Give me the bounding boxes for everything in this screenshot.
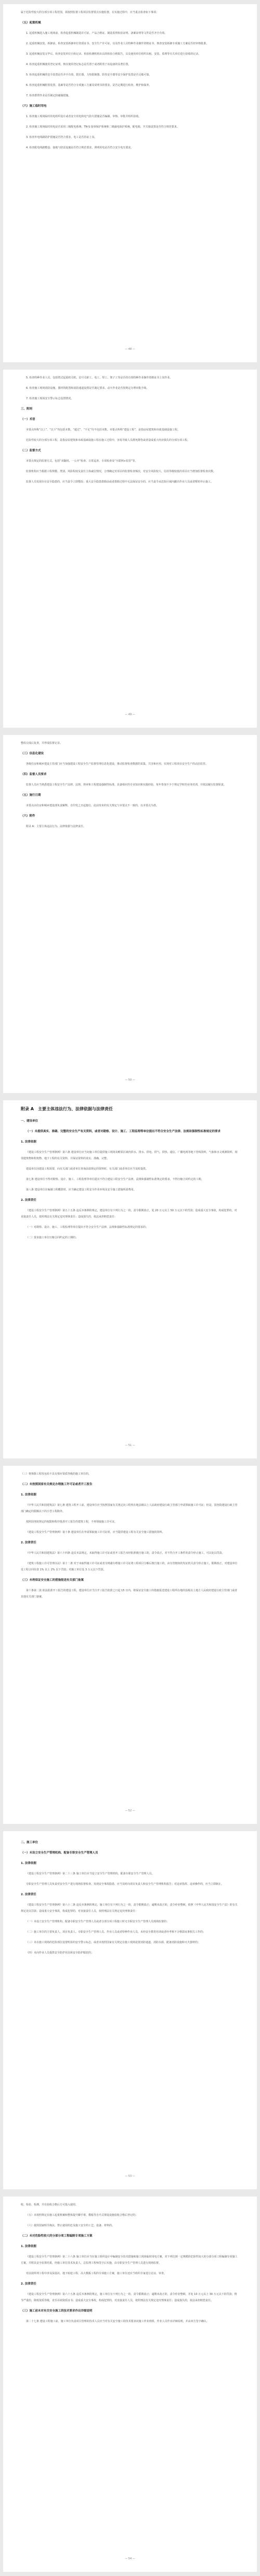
appendix-title: 附录 A 主要主体违法行为、法律依据与法律责任 bbox=[21, 1107, 113, 1111]
paragraph: 5. 检查特种作业人员，包括塔式起重机司机、信号司索工、电工、焊工、架子工等是否持有效特种作业操作资格证书上岗作业。 bbox=[26, 376, 173, 379]
document-page bbox=[3, 1466, 257, 1824]
section-heading: 2. 法律责任 bbox=[21, 1893, 36, 1896]
paragraph: 第二十七条 建设工程施工前，施工单位负责项目管理的技术人员应当对有关安全施工的技术要求向施工作业班组、作业人员作出详细说明，并由双方签字确认。 bbox=[26, 2320, 209, 2323]
page-number: — 53 — bbox=[125, 2175, 135, 2178]
paragraph: （五）未按照规定在施工起重机械和整体提升脚手架、模板等自升式架设设施验收合格后登记的； bbox=[26, 2214, 138, 2217]
section-heading: （五）起重机械 bbox=[21, 21, 41, 24]
document-page bbox=[3, 735, 257, 1093]
section-heading: 三、附则 bbox=[21, 408, 33, 411]
paragraph: 3. 起重机械安装完毕后，检查安装单位自检记录、检验检测机构出具的检验合格报告，以及使用单位组织出租、安装、监理等有关单位进行验收的记录。 bbox=[26, 53, 201, 56]
page-number: — 50 — bbox=[125, 1078, 135, 1082]
page-body bbox=[21, 375, 239, 485]
paragraph: （四）未向作业人员提供安全防护用具和安全防护服装的； bbox=[26, 1951, 94, 1955]
paragraph: 第八条 建设单位在编制工程概算时，应当确定建设工程安全作业环境及安全施工措施所需费用。 bbox=[26, 1188, 136, 1191]
section-heading: （一）未设立安全生产管理机构、配备专职安全生产管理人员 bbox=[21, 1851, 98, 1855]
paragraph: 各级住房和城乡建设主管部门应当加强建设工程安全生产监督管理信息化建设，推动监督检查数据的采集、共享和应用，实现对工程项目安全生产的动态监管。 bbox=[26, 763, 209, 766]
paragraph: 7. 检查群塔作业是否制定防碰撞措施。 bbox=[26, 94, 71, 97]
section-heading: （三）信息化建设 bbox=[21, 752, 44, 755]
paragraph: 危险性较大的分部分项工程，是指房屋建筑和市政基础设施工程在施工过程中，容易导致人员群死群伤或者造成重大经济损失的分部分项工程。 bbox=[26, 439, 190, 442]
paragraph: 1. 检查施工现场临时用电组织设计或者安全用电和电气防火措施是否编制、审核、审批并组织验收。 bbox=[26, 115, 141, 118]
paragraph: 5. 检查起重机械的安全装置是否齐全有效，限位器、力矩限制器、防坠安全器等安全保护装置是否灵敏可靠。 bbox=[26, 73, 152, 77]
paragraph: 第十条第二款 依法批准开工报告的建设工程，建设单位应当自开工报告批准之日起 15 日内，将保证安全施工的措施报送建设工程所在地的县级以上地方人民政府建设行政主管部门或者其他有关部门备案。 bbox=[21, 1589, 238, 1598]
section-heading: 一、建设单位 bbox=[21, 1120, 38, 1123]
paragraph: 1. 起重机械进入施工现场前，检查起重机械制造许可证、产品合格证、制造监督检验证明、备案证明等文件是否齐全有效。 bbox=[26, 32, 167, 35]
section-heading: （三）施工前未对有关安全施工的技术要求作出详细说明 bbox=[21, 2309, 93, 2313]
page-number: — 48 — bbox=[125, 348, 135, 351]
page-body bbox=[21, 9, 239, 151]
section-heading: （六）施工临时用电 bbox=[21, 105, 47, 108]
paragraph: 《建设工程安全生产管理条例》第二十六条 施工单位应当在施工组织设计中编制安全技术措施和施工现场临时用电方案，对下列达到一定规模的危险性较大的分部分项工程编制专项施工方案，并附具安全验算结果，经施工单位技术负责人、总监理工程师签字后实施，由专职安全生产管理人员进行现场监督。 bbox=[21, 2255, 238, 2265]
paragraph: 按照国务院规定的权限和程序批准开工报告的建筑工程，不再领取施工许可证。 bbox=[26, 1520, 118, 1524]
paragraph: 建设单位因建设工程需要，向有关部门或者单位查询前款规定的资料时，有关部门或者单位应当及时提供。 bbox=[26, 1168, 149, 1171]
section-heading: 1. 法律依据 bbox=[21, 1140, 36, 1144]
section-heading: 1. 法律依据 bbox=[21, 1862, 36, 1865]
section-heading: 1. 法律依据 bbox=[21, 2245, 36, 2248]
page-number: — 54 — bbox=[125, 2557, 135, 2560]
paragraph: 本要点由住房和城乡建设部负责解释，自印发之日起施行。此前发布的有关规定与本要点不一致的，以本要点为准。 bbox=[26, 804, 159, 807]
paragraph: 《建设工程安全生产管理条例》第六条 建设单位应当向施工单位提供施工现场及毗邻区域内供水、排水、供电、供气、供热、通信、广播电视等地下管线资料，气象和水文观测资料，相邻建筑物和构筑物、地下工程的有关资料，并保证资料的真实、准确、完整。 bbox=[21, 1151, 238, 1160]
page-number: — 52 — bbox=[125, 1809, 135, 1812]
paragraph: （二）施工单位的主要负责人、项目负责人、专职安全生产管理人员、作业人员或者特种作业人员，未经安全教育培训或者经考核不合格即从事相关工作的； bbox=[26, 1931, 206, 1934]
page-body bbox=[21, 740, 239, 830]
paragraph: 7. 检查施工现场安全警示标志设置情况。 bbox=[26, 397, 74, 400]
document-page bbox=[3, 370, 257, 728]
section-heading: （一）术语 bbox=[21, 418, 35, 421]
paragraph: （一）未设立安全生产管理机构、配备专职安全生产管理人员或者分部分项工程施工时无专职安全生产管理人员现场监督的； bbox=[26, 1920, 170, 1923]
paragraph: 《中华人民共和国建筑法》第六十四条 违反本法规定，未取得施工许可证或者开工报告未经批准擅自施工的，责令改正，对不符合开工条件的责令停止施工，可以处以罚款。 bbox=[26, 1552, 225, 1555]
section-heading: 2. 法律责任 bbox=[21, 1541, 36, 1544]
paragraph: 整改完成后复查，并形成监督记录。 bbox=[21, 742, 63, 745]
page-body bbox=[21, 2202, 239, 2325]
paragraph: 监督人员发现存在安全隐患的，应当责令立即整改；重大安全隐患排除前或者排除过程中无法保证安全的，应当责令从危险区域内撤出作业人员或者暂时停止施工。 bbox=[26, 480, 214, 484]
document-page bbox=[3, 4, 257, 362]
section-heading: 2. 法律责任 bbox=[21, 1199, 36, 1202]
paragraph: 监督人员应当熟悉建设工程安全生产法律、法规、规章和工程建设强制性标准，具备相应的专业知识和实践经验，每年参加不少于规定学时的业务培训，并依法履行监督职责。 bbox=[26, 783, 227, 786]
paragraph: 附录 A：主要主体违法行为、法律依据与法律责任。 bbox=[26, 825, 86, 828]
section-heading: （五）施行日期 bbox=[21, 794, 41, 797]
paragraph: （六）使用国家明令淘汰、禁止使用的危及施工安全的工艺、设备、材料的。 bbox=[26, 2224, 115, 2227]
paragraph: 《建设工程安全生产管理条例》第二十三条 施工单位应当设立安全生产管理机构，配备专职安全生产管理人员。 bbox=[26, 1872, 154, 1875]
section-heading: 二、施工单位 bbox=[21, 1841, 38, 1844]
section-heading: 1. 法律依据 bbox=[21, 1493, 36, 1496]
paragraph: 6. 检查起重机械附着装置、基础等是否符合专项施工方案及说明书的要求，是否定期进行检查、维护和保养。 bbox=[26, 84, 152, 87]
paragraph: （三）将拆除工程发包给不具有相应资质等级的施工单位的。 bbox=[21, 1473, 92, 1476]
paragraph: 4. 检查配电线路敷设、接地与防雷设施是否符合规范要求，照明用电是否符合安全电压要求。 bbox=[26, 146, 134, 149]
page-body bbox=[21, 1471, 239, 1600]
section-heading: （六）附件 bbox=[21, 815, 35, 818]
paragraph: 《建设工程安全生产管理条例》第六十二条 违反本条例的规定，施工单位有下列行为之一的，责令限期改正；逾期未改正的，责令停业整顿，依照《中华人民共和国安全生产法》的有关规定处以罚款；造成重大安全事故，构成犯罪的，对直接责任人员，依照刑法有关规定追究刑事责任： bbox=[21, 1904, 238, 1913]
page-body bbox=[21, 1106, 239, 1241]
section-heading: 2. 法律责任 bbox=[21, 2282, 36, 2286]
paragraph: 4. 检查起重机械使用登记证明，核实使用登记标志是否置于或者附着于该设备的显著位置。 bbox=[26, 63, 131, 66]
paragraph: 收、检验、检测，并在验收合格后方可投入使用。 bbox=[21, 2203, 79, 2206]
paragraph: 《建设工程安全生产管理条例》第十条 建设单位在申请领取施工许可证时，应当提供建设工程有关安全施工措施的资料。 bbox=[26, 1531, 165, 1534]
section-heading: （二）未对危险性较大的分部分项工程编制专项施工方案 bbox=[21, 2235, 93, 2238]
section-heading: （一）未提供真实、准确、完整的安全生产有关资料，或者对勘察、设计、施工、工程监理等单位提出不符合安全生产法律、法规和强制性标准规定的要求 bbox=[26, 1130, 221, 1133]
paragraph: （三）未在施工现场的危险部位设置明显的安全警示标志，或者未按照国家有关规定在施工现场设置消防通道、消防水源、配备消防设施和灭火器材的； bbox=[26, 1941, 201, 1944]
section-heading: （三）未将保证安全施工的措施报送有关部门备案 bbox=[21, 1579, 84, 1582]
document-page bbox=[3, 1831, 257, 2189]
paragraph: 《建设工程安全生产管理条例》第五十五条 违反本条例的规定，建设单位有下列行为之一的，责令限期改正，处 20 万元以上 50 万元以下的罚款；造成重大安全事故，构成犯罪的，对直接责任人员，依照刑法有关规定追究刑事责任；造成损失的，依法承担赔偿责任： bbox=[21, 1209, 237, 1219]
paragraph: 本要点规定的监督方式，包括“双随机、一公开”检查、日常巡查、专项检查及“互联网+监管”等。 bbox=[26, 460, 138, 463]
section-heading: （四）监督人员要求 bbox=[21, 773, 47, 776]
document-page bbox=[3, 1100, 257, 1458]
paragraph: （二）要求施工单位压缩合同约定的工期的； bbox=[26, 1236, 79, 1239]
paragraph: 监督机构应当根据工程规模、类别、风险程度及责任主体诚信情况，合理确定对项目的监督检查频次，对安全风险较大、信用等级较低的项目应当增加监督检查次数。 bbox=[26, 470, 216, 473]
paragraph: 2. 起重机械安装、拆卸前，检查安装拆卸单位资质证书、安全生产许可证，以及作业人员特种作业操作资格证书，核查安装拆卸专项施工方案是否经审核批准。 bbox=[26, 42, 209, 45]
paragraph: 《建设工程安全生产管理条例》第六十五条 违反本条例的规定，施工单位有下列行为之一的，责令限期改正；逾期未改正的，责令停业整顿，并处 10 万元以上 30 万元以下的罚款；情节严重的，降低资质等级，直至吊销资质证书；造成重大安全事故，构成犯罪的，对直接责任人员，依照刑法有关规定追究刑事责任；造成损失的，依法承担赔偿责任。 bbox=[21, 2293, 237, 2302]
paragraph: 《中华人民共和国建筑法》第七条 建筑工程开工前，建设单位应当按照国家有关规定向工程所在地县级以上人民政府建设行政主管部门申请领取施工许可证；但是，国务院建设行政主管部门确定的限额以下的小型工程除外。 bbox=[21, 1504, 238, 1513]
paragraph: 专职安全生产管理人员负责对安全生产进行现场监督检查。发现安全事故隐患，应当及时向项目负责人和安全生产管理机构报告；对违章指挥、违章操作的，应当立即制止。 bbox=[26, 1883, 224, 1886]
paragraph: 2. 检查施工现场临时用电是否采用三级配电系统、TN-S 接零保护系统和二级漏电保护系统，配电箱、开关箱设置是否符合规范要求。 bbox=[26, 125, 179, 129]
page-body bbox=[21, 1839, 239, 1956]
section-heading: （二）未按照国家有关规定办理施工许可证或者开工报告 bbox=[21, 1483, 93, 1486]
paragraph: 对前款所列工程中涉及深基坑、地下暗挖工程、高大模板工程的专项施工方案，施工单位还应当组织专家进行论证、审查。 bbox=[26, 2272, 167, 2275]
page-number: — 51 — bbox=[125, 1444, 135, 1447]
document-page bbox=[3, 2197, 257, 2572]
paragraph: 《建筑工程施工许可管理办法》第十二条 对于未取得施工许可证或者为规避办理施工许可证将工程项目分解后擅自施工的，由有管辖权的发证机关责令停止施工，限期改正，对建设单位处工程合同价款 1% 以上 2% 以下罚款；对施工单位处 3 万元以下罚款。 bbox=[21, 1562, 238, 1571]
page-number: — 49 — bbox=[125, 713, 135, 716]
paragraph: 6. 检查施工现场消防设施、器材的配置和消防通道设置是否满足要求，动火作业是否按规定办理审批手续。 bbox=[26, 387, 149, 390]
paragraph: 本要点所称“以上”、“以下”均包括本数，“超过”、“不足”均不包括本数。本要点所称“建设工程”，是指房屋建筑和市政基础设施工程。 bbox=[26, 428, 180, 432]
paragraph: 第七条 建设单位不得对勘察、设计、施工、工程监理等单位提出不符合建设工程安全生产法律、法规和强制性标准规定的要求，不得压缩合同约定的工期。 bbox=[26, 1178, 204, 1181]
section-heading: （二）监督方式 bbox=[21, 449, 41, 452]
paragraph: 3. 检查外电线路防护措施是否符合要求，电工是否持证上岗。 bbox=[26, 136, 97, 139]
paragraph: 属于危险性较大的分部分项工程范围，须按照监督工程项目监督要点实施监督，在实施过程中，应当重点检查如下事项： bbox=[21, 11, 159, 14]
paragraph: （一）对勘察、设计、施工、工程监理等单位提出不符合安全生产法律、法规和强制性标准规定的要求的； bbox=[26, 1226, 149, 1229]
